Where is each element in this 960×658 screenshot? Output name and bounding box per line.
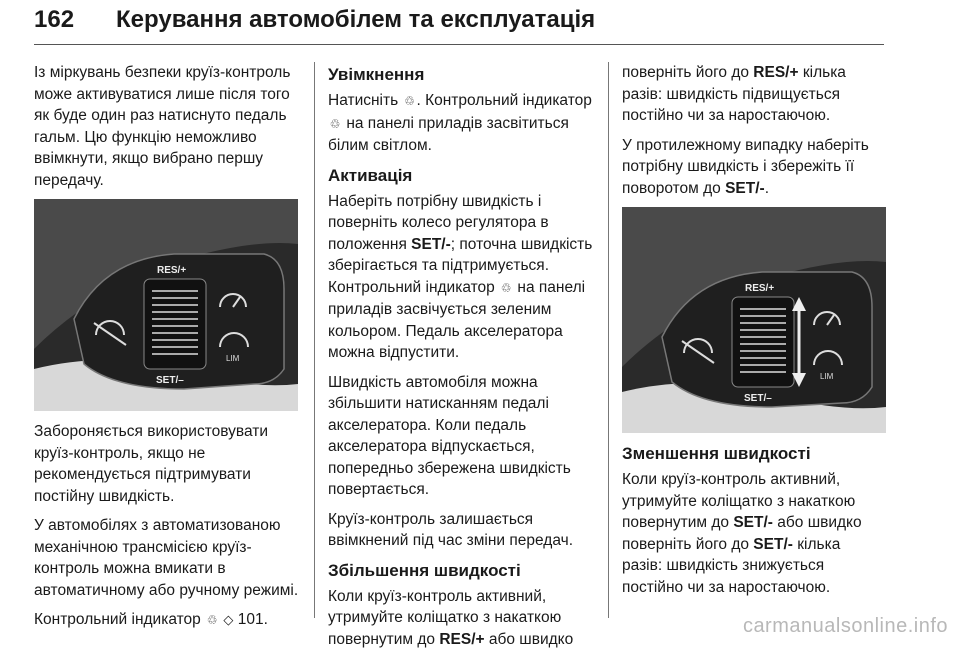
steering-wheel-controls-figure (34, 199, 298, 411)
paragraph-accelerate: Швидкість автомобіля можна збільшити натисканням педалі акселератора. Коли педаль акселератора відпускається, попередньо збережена швидкість повертається. (328, 373, 571, 498)
paragraph-switch-on: Натисніть ♲ . Контрольний індикатор ♲ на панелі приладів засвітиться білим світлом. (328, 92, 592, 154)
column-1 (34, 62, 300, 640)
paragraph-automated-transmission: У автомобілях з автоматизованою механічною трансмісією круїз-контроль можна вмикати в автоматичному або ручному режимі. (34, 517, 299, 599)
set-label: SET/– (744, 393, 772, 404)
paragraph-gear-change: Круїз-контроль залишається ввімкнений під час зміни передач. (328, 510, 574, 549)
heading-activation: Активація (328, 165, 413, 185)
column-3 (622, 62, 884, 606)
page-reference-icon: ◇ (223, 612, 234, 627)
column-2 (328, 62, 596, 658)
page-number: 162 (34, 6, 75, 33)
set-label: SET/– (156, 375, 184, 386)
header-rule (34, 44, 884, 45)
paragraph-decrease-speed: Коли круїз-контроль активний, утримуйте коліщатко з накаткою повернутим до SET/- або швидко поверніть його до SET/- кілька разів: швидкість знижується постійно чи за наростаючою. (622, 471, 862, 596)
cruise-control-indicator-icon: ♲ (404, 94, 415, 108)
cruise-control-indicator-icon: ♲ (500, 280, 512, 295)
column-divider (608, 62, 609, 618)
cruise-control-indicator-icon: ♲ (206, 613, 218, 627)
res-label: RES/+ (745, 283, 775, 294)
lim-label: LIM (226, 354, 240, 363)
paragraph-not-recommended: Забороняється використовувати круїз-контроль, якщо не рекомендується підтримувати постійну швидкість. (34, 423, 268, 505)
paragraph-indicator-ref: Контрольний індикатор ♲ ◇ 101. (34, 609, 300, 632)
cruise-control-indicator-icon: ♲ (329, 116, 341, 131)
column-divider (314, 62, 315, 618)
heading-decrease-speed: Зменшення швидкості (622, 444, 811, 463)
page-reference[interactable]: 101. (237, 611, 268, 628)
paragraph-safety: Із міркувань безпеки круїз-контроль може активуватися лише після того як буде один раз натиснуто педаль гальм. Цю функцію неможливо ввімкнути, якщо вибрано першу передачу. (34, 64, 291, 189)
res-label: RES/+ (157, 265, 187, 276)
watermark: carmanualsonline.info (742, 615, 948, 637)
paragraph-increase-continued: поверніть його до RES/+ кілька разів: швидкість підвищується постійно чи за наростаючою. (622, 64, 846, 124)
paragraph-increase-speed: Коли круїз-контроль активний, утримуйте коліщатко з накаткою повернутим до RES/+ або швидко (328, 587, 574, 648)
thumbwheel-rotation-figure (622, 207, 886, 433)
lim-label: LIM (820, 372, 834, 381)
heading-increase-speed: Збільшення швидкості (328, 560, 521, 580)
heading-switch-on: Увімкнення (328, 65, 425, 84)
paragraph-opposite-case: У протилежному випадку наберіть потрібну швидкість і збережіть її поворотом до SET/-. (622, 136, 869, 197)
paragraph-activation: Наберіть потрібну швидкість і поверніть колесо регулятора в положення SET/-; поточна швидкість зберігається та підтримується. Контрольний індикатор ♲ на панелі приладів засвічується зеленим кольором. Педаль акселератора можна відпустити. (328, 192, 593, 361)
page-title: Керування автомобілем та експлуатація (116, 6, 596, 33)
